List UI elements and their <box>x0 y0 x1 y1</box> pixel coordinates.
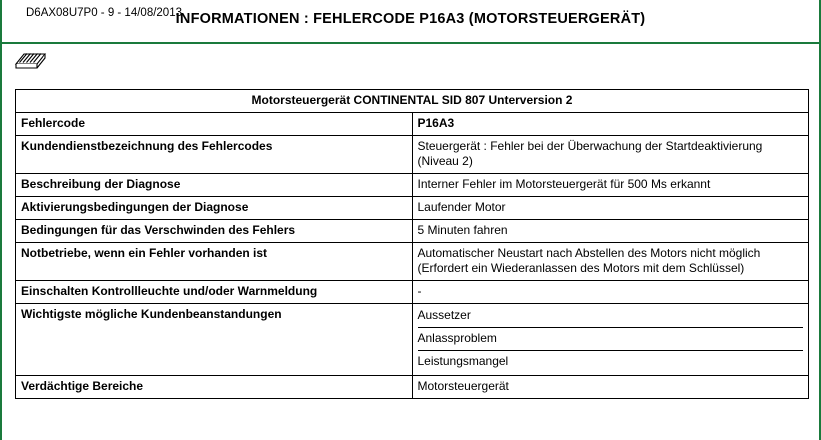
table-row <box>16 197 809 220</box>
table-row <box>16 113 809 136</box>
table-row <box>16 281 809 304</box>
table-row <box>16 136 809 174</box>
fault-code-table-container <box>15 89 809 399</box>
row-value: P16A3 <box>412 113 809 136</box>
table-row <box>16 243 809 281</box>
row-value: Interner Fehler im Motorsteuergerät für 500 Ms erkannt <box>412 174 809 197</box>
document-header <box>2 0 819 44</box>
row-label: Fehlercode <box>16 113 413 136</box>
row-label: Einschalten Kontrollleuchte und/oder Warnmeldung <box>16 281 413 304</box>
row-value-line: Aussetzer <box>417 308 471 322</box>
table-row <box>16 174 809 197</box>
fault-code-table <box>15 89 809 399</box>
row-value-list <box>412 304 809 376</box>
row-label: Kundendienstbezeichnung des Fehlercodes <box>16 136 413 174</box>
table-title-row <box>16 90 809 113</box>
row-value-line: Anlassproblem <box>418 327 804 348</box>
table-row <box>16 376 809 399</box>
document-reference: D6AX08U7P0 - 9 - 14/08/2013 <box>26 7 182 19</box>
toolbar <box>2 44 819 76</box>
row-label: Notbetriebe, wenn ein Fehler vorhanden ist <box>16 243 413 281</box>
row-value: Automatischer Neustart nach Abstellen des Motors nicht möglich (Erfordert ein Wiederanlassen des Motors mit dem Schlüssel) <box>412 243 809 281</box>
table-row <box>16 304 809 376</box>
page-title: INFORMATIONEN : FEHLERCODE P16A3 (MOTORSTEUERGERÄT) <box>175 11 646 27</box>
row-label: Wichtigste mögliche Kundenbeanstandungen <box>16 304 413 376</box>
row-value: Laufender Motor <box>412 197 809 220</box>
row-value: Motorsteuergerät <box>412 376 809 399</box>
row-label: Beschreibung der Diagnose <box>16 174 413 197</box>
row-label: Aktivierungsbedingungen der Diagnose <box>16 197 413 220</box>
table-title: Motorsteuergerät CONTINENTAL SID 807 Unterversion 2 <box>16 90 809 113</box>
row-label: Bedingungen für das Verschwinden des Fehlers <box>16 220 413 243</box>
table-row <box>16 220 809 243</box>
row-value-line: Leistungsmangel <box>418 350 804 371</box>
book-icon[interactable] <box>14 50 48 72</box>
row-value: 5 Minuten fahren <box>412 220 809 243</box>
row-value: - <box>412 281 809 304</box>
row-label: Verdächtige Bereiche <box>16 376 413 399</box>
row-value: Steuergerät : Fehler bei der Überwachung der Startdeaktivierung (Niveau 2) <box>412 136 809 174</box>
